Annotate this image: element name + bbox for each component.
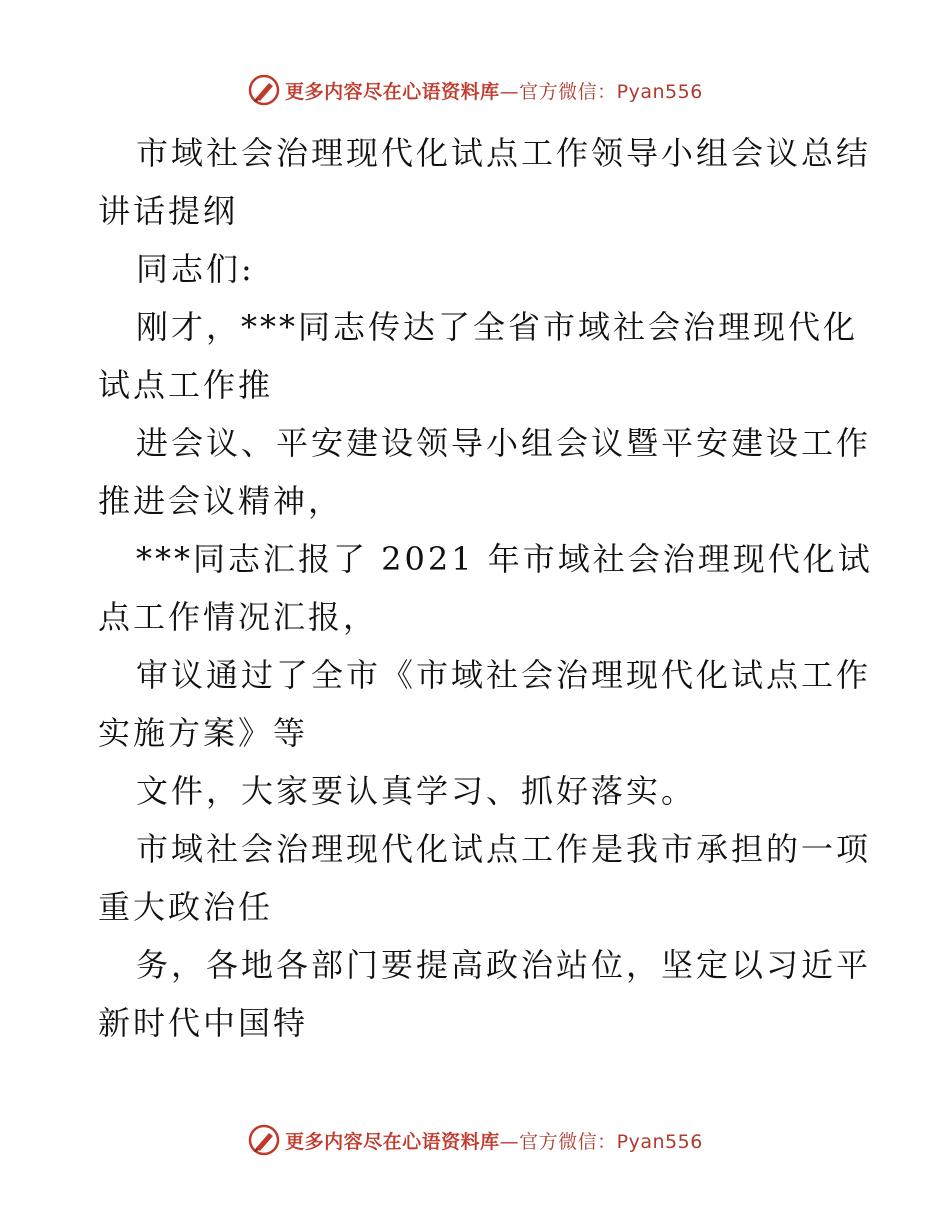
body-line: 试点工作推 <box>98 366 274 404</box>
footer-banner-text <box>285 1127 703 1154</box>
footer-banner-contact: 官方微信：Pyan556 <box>519 1130 703 1153</box>
header-banner-contact: 官方微信：Pyan556 <box>519 80 703 103</box>
pen-logo-icon <box>247 73 281 107</box>
title-line-1: 市域社会治理现代化试点工作领导小组会议总结 <box>136 134 872 172</box>
body-line: 进会议、平安建设领导小组会议暨平安建设工作 <box>136 424 872 462</box>
body-line: 审议通过了全市《市域社会治理现代化试点工作 <box>136 656 872 694</box>
body-line: 新时代中国特 <box>98 1004 309 1042</box>
body-line: 推进会议精神， <box>98 482 344 520</box>
body-line: 市域社会治理现代化试点工作是我市承担的一项 <box>136 830 872 868</box>
pen-logo-icon <box>247 1123 281 1157</box>
footer-banner <box>0 1120 950 1160</box>
document-body <box>98 124 873 1052</box>
footer-banner-title: 更多内容尽在心语资料库 <box>285 1130 500 1153</box>
header-banner <box>0 70 950 110</box>
header-banner-title: 更多内容尽在心语资料库 <box>285 80 500 103</box>
header-banner-sep: — <box>499 80 520 103</box>
body-line: 重大政治任 <box>98 888 274 926</box>
body-line: 实施方案》等 <box>98 714 309 752</box>
body-line: 同志们: <box>136 250 255 288</box>
body-line: 刚才，***同志传达了全省市域社会治理现代化 <box>136 308 859 346</box>
header-banner-text <box>285 77 703 104</box>
footer-banner-sep: — <box>499 1130 520 1153</box>
body-line: 务，各地各部门要提高政治站位，坚定以习近平 <box>136 946 872 984</box>
title-line-2: 讲话提纲 <box>98 192 239 230</box>
body-line: ***同志汇报了 2021 年市域社会治理现代化试 <box>136 540 873 578</box>
body-line: 点工作情况汇报， <box>98 598 379 636</box>
body-line: 文件，大家要认真学习、抓好落实。 <box>136 772 697 810</box>
